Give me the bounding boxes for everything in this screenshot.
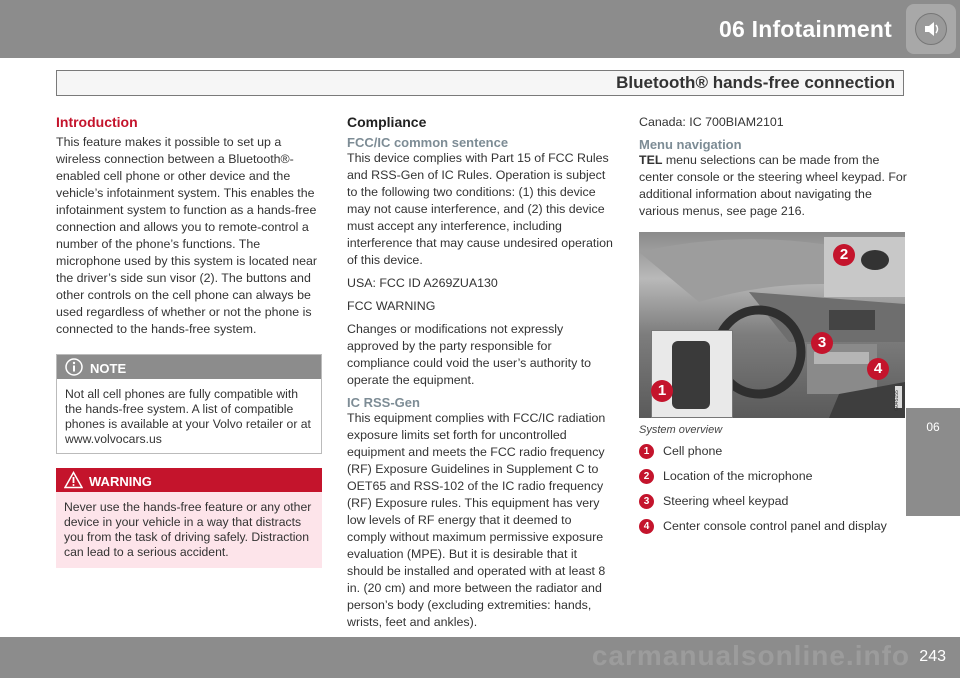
legend-item [639,443,907,460]
note-box [56,354,322,454]
chapter-side-tab [906,408,960,516]
chapter-header-bar [0,0,960,58]
fcc-warning-label: FCC WARNING [347,299,436,313]
warning-label: WARNING [89,474,152,489]
section-header [56,70,904,96]
info-icon [65,358,83,381]
callout-4: 4 [867,358,889,380]
legend-label: Center console control panel and display [663,519,887,533]
rss-text: This equipment complies with FCC/IC radiation exposure limits set forth for uncontrolled equipment and meets the FCC radio frequency (RF) Exposure Guidelines in Supplement C to OET65 and RSS-102 of the IC radio frequency (RF) Exposure rules. This equipment has very low levels of RF energy that it deemed to comply without maximum permissive exposure evaluation (MPE). But it is desirable that it should be installed and operated with at least 8 in. (20 cm) and more between the radiator and person’s body (excluding extremities: hands, wrists, feet and ankles). [347,411,606,629]
compliance-heading: Compliance [347,114,427,130]
legend-number: 4 [639,519,654,534]
menu-navigation-body: menu selections can be made from the center console or the steering wheel keypad. For additional information about navigating the various menus, see page 216. [639,153,907,218]
page-number: 243 [919,648,946,665]
legend-number: 2 [639,469,654,484]
chapter-title: 06 Infotainment [719,16,892,42]
legend-item [639,493,907,510]
fcc-heading: FCC/IC common sentence [347,135,509,150]
introduction-heading: Introduction [56,114,138,130]
note-text: Not all cell phones are fully compatible with the hands-free system. A list of compatible phones is available at your Volvo retailer or at www.volvocars.us [65,387,311,446]
warning-triangle-icon [64,471,83,494]
figure-caption: System overview [639,424,723,436]
column-middle [347,114,614,637]
column-right [639,114,907,543]
canada-ic-id: Canada: IC 700BIAM2101 [639,115,784,129]
figure-code: G045155 [895,386,902,408]
section-title: Bluetooth® hands-free connection [616,73,895,92]
tel-keyword: TEL [639,153,663,167]
introduction-text: This feature makes it possible to set up a wireless connection between a Bluetooth®-enabled cell phone or other device and the vehicle’s infotainment system. This enables the infotainment system to function as a hands-free connection and allows you to remote-control a number of the phone’s functions. The microphone used by this system is located near the driver’s side sun visor (2). The buttons and other controls on the cell phone can always be used regardless of whether or not the phone is connected to the hands-free system. [56,135,318,336]
changes-text: Changes or modifications not expressly approved by the party responsible for compliance could void the user’s authority to operate the equipment. [347,322,592,387]
legend-number: 3 [639,494,654,509]
note-label: NOTE [90,361,127,376]
callout-1: 1 [651,380,673,402]
legend-label: Cell phone [663,444,723,458]
side-tab-number: 06 [926,420,940,434]
watermark-text: carmanualsonline.info [591,640,910,671]
legend-label: Steering wheel keypad [663,494,789,508]
legend-item [639,468,907,485]
rss-heading: IC RSS-Gen [347,395,420,410]
legend-label: Location of the microphone [663,469,813,483]
menu-navigation-text [639,152,907,220]
usa-fcc-id: USA: FCC ID A269ZUA130 [347,276,498,290]
warning-box [56,468,322,568]
speaker-icon [906,4,956,54]
legend-number: 1 [639,444,654,459]
column-left [56,114,322,568]
cell-phone-image [672,341,710,409]
callout-2: 2 [833,244,855,266]
phone-inset [651,330,733,418]
menu-navigation-heading: Menu navigation [639,137,742,152]
legend-item [639,518,907,535]
warning-text: Never use the hands-free feature or any other device in your vehicle in a way that distracts you from the task of driving safely. Distraction can lead to a serious accident. [64,500,312,559]
fcc-text: This device complies with Part 15 of FCC Rules and RSS-Gen of IC Rules. Operation is subject to the following two conditions: (1) this device may not cause interference, and (2) this device must accept any interference, including interference that may cause undesired operation of this device. [347,151,613,267]
system-overview-photo [639,232,905,418]
callout-3: 3 [811,332,833,354]
